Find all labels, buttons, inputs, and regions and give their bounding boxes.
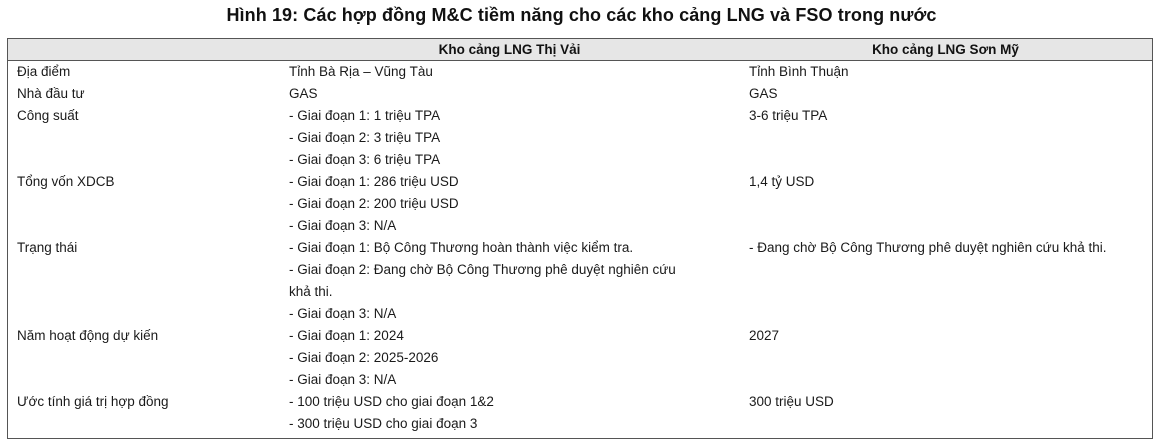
- thi-vai-line: - Giai đoạn 1: 286 triệu USD: [289, 174, 459, 189]
- son-my-cell: [749, 237, 1152, 259]
- thi-vai-line: - Giai đoạn 3: 6 triệu TPA: [289, 152, 441, 167]
- row-label-cell: [17, 171, 279, 193]
- row-label: Ước tính giá trị hợp đồng: [17, 394, 169, 409]
- thi-vai-line: - Giai đoạn 1: 1 triệu TPA: [289, 108, 441, 123]
- row-label-cell: [17, 391, 279, 413]
- thi-vai-line: - 100 triệu USD cho giai đoạn 1&2: [289, 394, 494, 409]
- son-my-cell: [749, 391, 1152, 413]
- header-cell-thi-vai: Kho cảng LNG Thị Vải: [438, 42, 581, 57]
- thi-vai-line: - Giai đoạn 2: 2025-2026: [289, 350, 439, 365]
- table-row: [8, 83, 1152, 105]
- son-my-line: - Đang chờ Bộ Công Thương phê duyệt nghiên cứu khả thi.: [749, 240, 1107, 255]
- son-my-line: 1,4 tỷ USD: [749, 174, 815, 189]
- row-label-cell: [17, 83, 279, 105]
- lng-terminal-table: [7, 38, 1153, 439]
- thi-vai-cell: [289, 237, 731, 325]
- row-label: Trạng thái: [17, 240, 78, 255]
- thi-vai-line: Tỉnh Bà Rịa – Vũng Tàu: [289, 64, 433, 79]
- son-my-cell: [749, 325, 1152, 347]
- table-row: [8, 105, 1152, 171]
- table-row: [8, 391, 1152, 435]
- son-my-cell: [749, 171, 1152, 193]
- row-label-cell: [17, 61, 279, 83]
- thi-vai-line: khả thi.: [289, 284, 333, 299]
- row-label-cell: [17, 105, 279, 127]
- header-cell-son-my: Kho cảng LNG Sơn Mỹ: [872, 42, 1019, 57]
- row-label-cell: [17, 325, 279, 347]
- thi-vai-cell: [289, 105, 731, 171]
- thi-vai-line: - Giai đoạn 3: N/A: [289, 372, 397, 387]
- row-label-cell: [17, 237, 279, 259]
- son-my-line: 2027: [749, 328, 780, 343]
- thi-vai-cell: [289, 171, 731, 237]
- son-my-cell: [749, 61, 1152, 83]
- thi-vai-line: - 300 triệu USD cho giai đoạn 3: [289, 416, 478, 431]
- table-row: [8, 171, 1152, 237]
- thi-vai-cell: [289, 391, 731, 435]
- son-my-cell: [749, 105, 1152, 127]
- son-my-line: 3-6 triệu TPA: [749, 108, 828, 123]
- row-label: Tổng vốn XDCB: [17, 174, 115, 189]
- thi-vai-line: - Giai đoạn 1: 2024: [289, 328, 404, 343]
- son-my-cell: [749, 83, 1152, 105]
- thi-vai-line: - Giai đoạn 3: N/A: [289, 218, 397, 233]
- thi-vai-line: - Giai đoạn 3: N/A: [289, 306, 397, 321]
- row-label: Nhà đầu tư: [17, 86, 85, 101]
- row-label: Công suất: [17, 108, 79, 123]
- table-row: [8, 237, 1152, 325]
- figure-title: Hình 19: Các hợp đồng M&C tiềm năng cho các kho cảng LNG và FSO trong nước: [226, 5, 937, 25]
- thi-vai-line: - Giai đoạn 2: 200 triệu USD: [289, 196, 459, 211]
- thi-vai-cell: [289, 325, 731, 391]
- thi-vai-line: - Giai đoạn 1: Bộ Công Thương hoàn thành việc kiểm tra.: [289, 240, 634, 255]
- thi-vai-cell: [289, 83, 731, 105]
- table-row: [8, 61, 1152, 83]
- row-label: Năm hoạt động dự kiến: [17, 328, 159, 343]
- thi-vai-cell: [289, 61, 731, 83]
- thi-vai-line: GAS: [289, 86, 318, 101]
- table-header-row: [8, 39, 1152, 61]
- thi-vai-line: - Giai đoạn 2: 3 triệu TPA: [289, 130, 441, 145]
- son-my-line: GAS: [749, 86, 778, 101]
- header-cell-blank: [8, 39, 280, 60]
- row-label: Địa điểm: [17, 64, 71, 79]
- son-my-line: 300 triệu USD: [749, 394, 834, 409]
- son-my-line: Tỉnh Bình Thuận: [749, 64, 849, 79]
- thi-vai-line: - Giai đoạn 2: Đang chờ Bộ Công Thương phê duyệt nghiên cứu: [289, 262, 676, 277]
- table-row: [8, 325, 1152, 391]
